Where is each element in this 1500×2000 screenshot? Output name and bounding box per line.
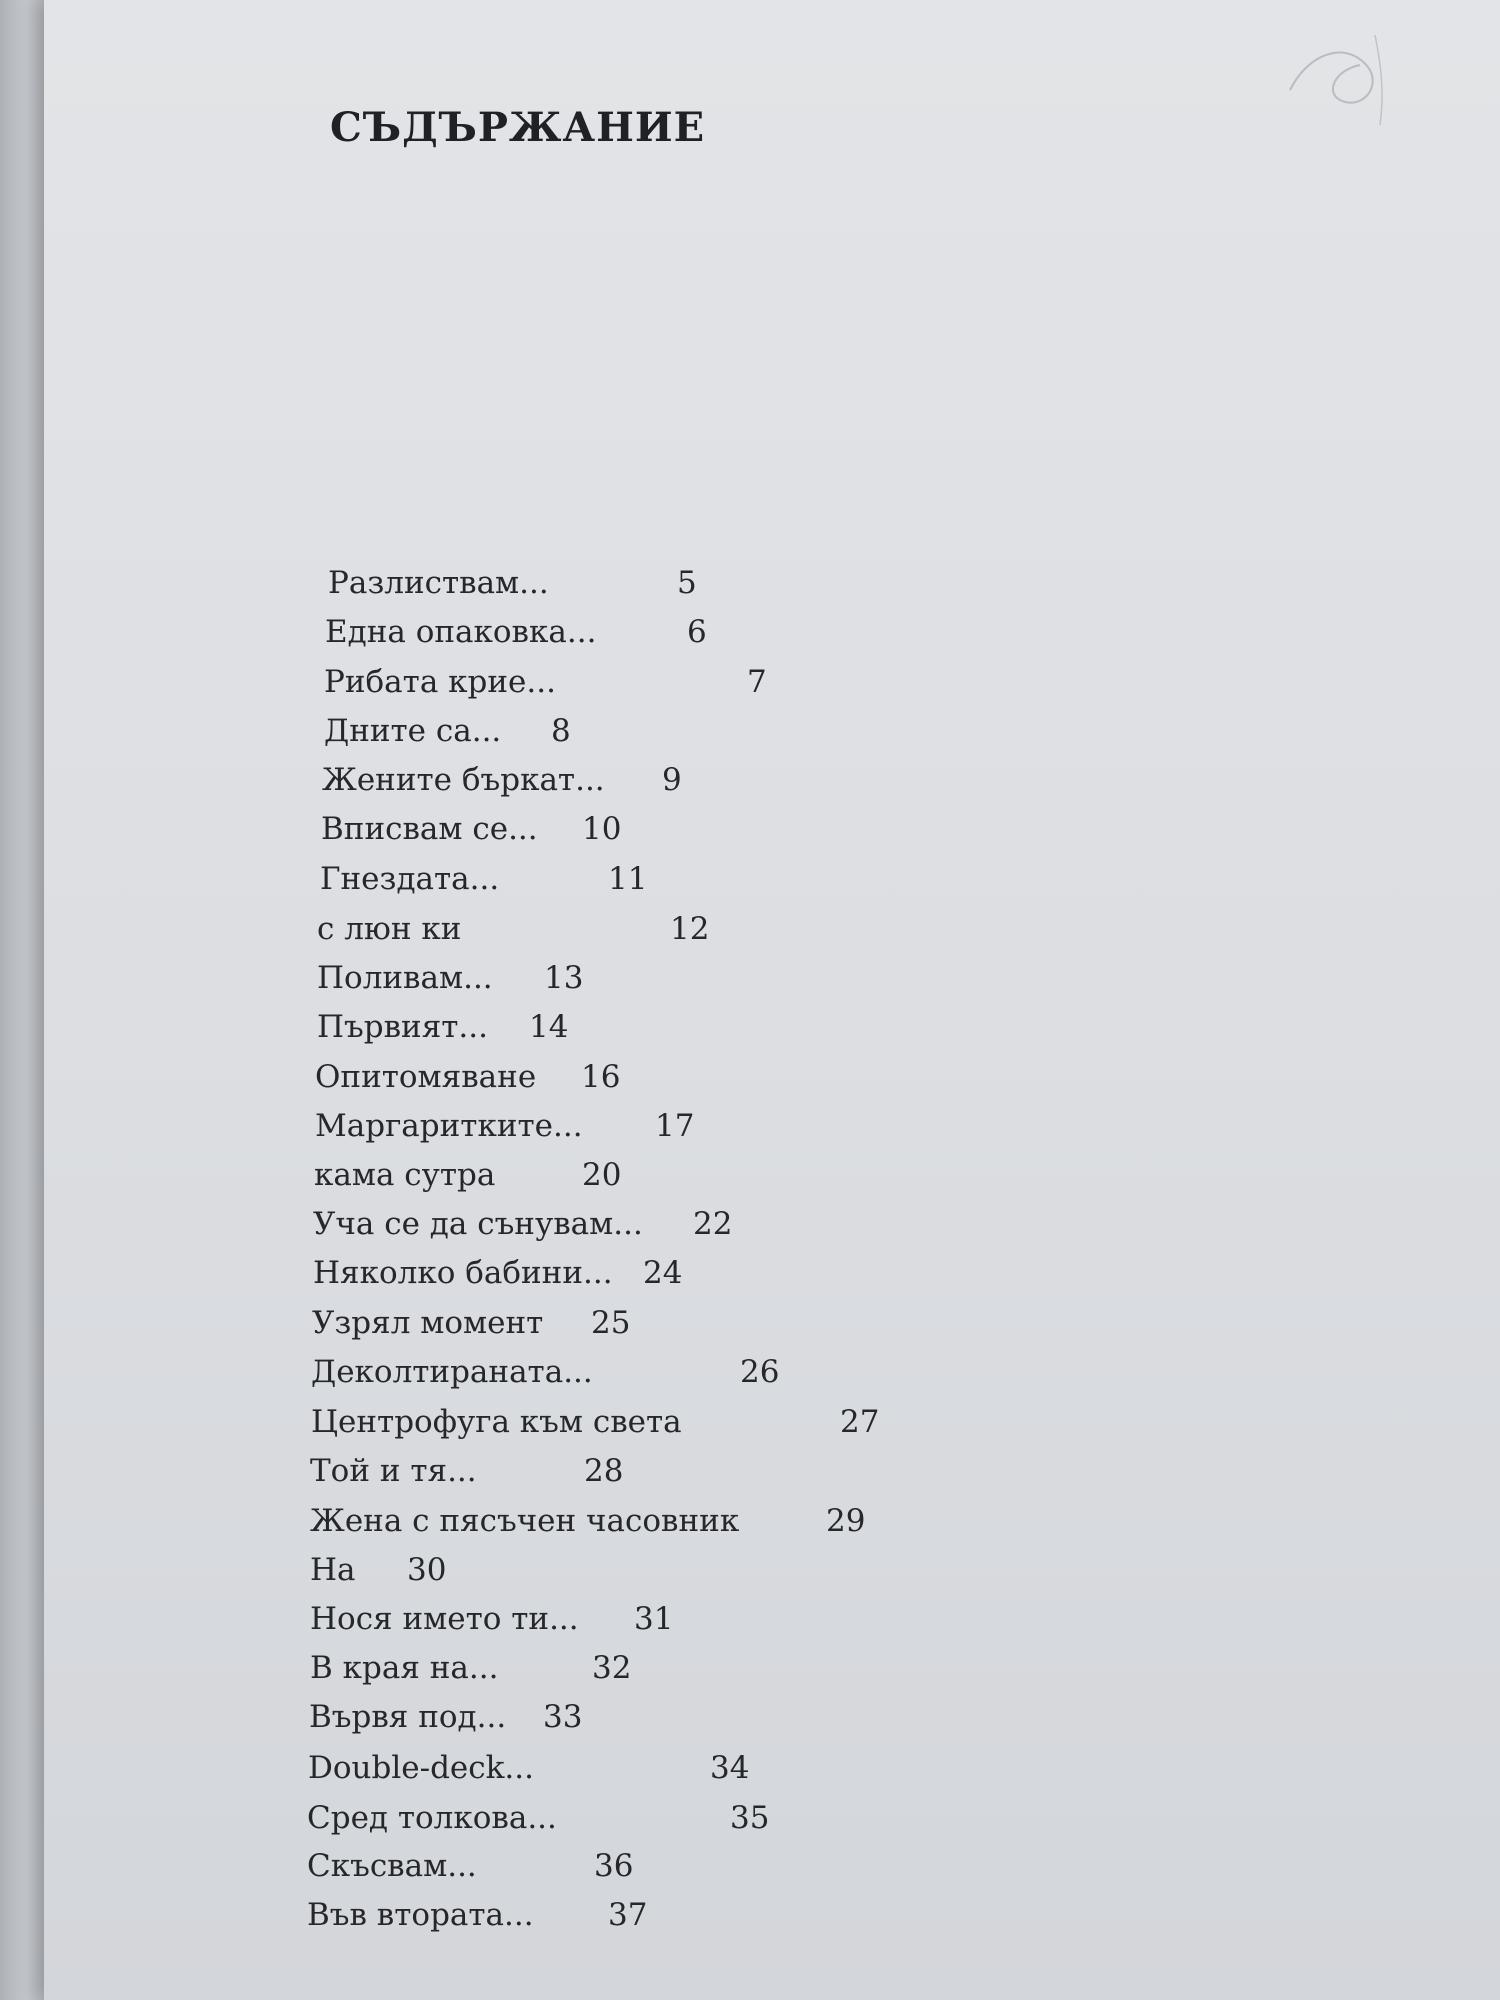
toc-entry [324,664,767,700]
toc-entry-page-number: 24 [643,1255,683,1291]
toc-entry-page-number: 10 [582,811,622,847]
toc-entry [310,1601,674,1637]
toc-entry-title: Сред толкова... [307,1800,557,1836]
toc-entry-page-number: 29 [826,1503,866,1539]
toc-entry [311,1404,880,1440]
toc-entry [309,1699,583,1735]
toc-entry-page-number: 9 [662,762,682,798]
toc-entry-title: Центрофуга към света [311,1404,682,1440]
toc-entry-title: Узрял момент [312,1305,544,1341]
toc-entry-title: Скъсвам... [307,1848,477,1884]
toc-entry [313,1255,683,1291]
toc-entry [328,565,697,601]
toc-entry-title: Разлиствам... [328,565,549,601]
toc-entry-title: Първият... [317,1009,488,1045]
page-title: СЪДЪРЖАНИЕ [330,104,706,151]
toc-entry-title: В края на... [310,1650,499,1686]
toc-entry-title: Поливам... [317,960,493,996]
toc-entry-title: кама сутра [314,1157,496,1193]
toc-entry [317,1009,569,1045]
toc-entry [310,1503,866,1539]
toc-entry-page-number: 12 [670,911,710,947]
toc-entry-page-number: 25 [591,1305,631,1341]
toc-entry-title: Една опаковка... [325,614,597,650]
toc-entry-page-number: 30 [407,1552,447,1588]
toc-entry-page-number: 17 [655,1108,695,1144]
toc-entry-page-number: 7 [747,664,767,700]
toc-entry-page-number: 27 [840,1404,880,1440]
toc-entry-page-number: 16 [581,1059,621,1095]
toc-entry [307,1800,770,1836]
toc-entry [311,1354,780,1390]
toc-entry [314,1157,622,1193]
toc-entry-title: Жените бъркат... [322,762,605,798]
toc-entry [320,861,648,897]
toc-entry [315,1108,695,1144]
toc-entry-title: Той и тя... [310,1453,477,1489]
toc-entry-page-number: 28 [584,1453,624,1489]
toc-entry [322,762,682,798]
toc-entry-title: Маргаритките... [315,1108,583,1144]
toc-entry-title: Нося името ти... [310,1601,579,1637]
toc-entry-page-number: 35 [730,1800,770,1836]
toc-entry [310,1552,447,1588]
toc-entry [307,1848,634,1884]
toc-entry [307,1897,648,1933]
toc-entry [308,1750,750,1786]
toc-entry [315,1059,621,1095]
toc-entry [317,911,710,947]
toc-entry-page-number: 22 [693,1206,733,1242]
toc-entry-title: На [310,1552,356,1588]
toc-entry-page-number: 5 [677,565,697,601]
toc-entry-page-number: 8 [551,713,571,749]
toc-entry-title: Деколтираната... [311,1354,593,1390]
toc-entry-page-number: 31 [634,1601,674,1637]
toc-entry-title: Вървя под... [309,1699,507,1735]
toc-entry-title: с люн ки [317,911,462,947]
toc-entry-page-number: 32 [592,1650,632,1686]
toc-entry-title: Double-deck... [308,1750,534,1786]
toc-entry [321,811,622,847]
toc-entry-page-number: 26 [740,1354,780,1390]
toc-entry-page-number: 37 [608,1897,648,1933]
toc-entry-title: Опитомяване [315,1059,537,1095]
toc-entry-page-number: 6 [687,614,707,650]
toc-entry-title: Няколко бабини... [313,1255,613,1291]
toc-entry-page-number: 14 [529,1009,569,1045]
toc-entry-title: Жена с пясъчен часовник [310,1503,740,1539]
toc-entry-title: Вписвам се... [321,811,538,847]
toc-entry [312,1305,631,1341]
toc-entry-title: Рибата крие... [324,664,556,700]
toc-entry-title: Уча се да сънувам... [313,1206,643,1242]
toc-entry-page-number: 13 [544,960,584,996]
toc-entry-page-number: 11 [608,861,648,897]
toc-entry-page-number: 36 [594,1848,634,1884]
toc-entry [313,1206,733,1242]
toc-entry-page-number: 20 [582,1157,622,1193]
toc-entry-page-number: 34 [710,1750,750,1786]
toc-entry-title: Във втората... [307,1897,534,1933]
toc-entry [310,1453,624,1489]
toc-entry [317,960,584,996]
toc-entry [310,1650,632,1686]
toc-entry-page-number: 33 [543,1699,583,1735]
toc-entry-title: Гнездата... [320,861,500,897]
toc-entry [324,713,571,749]
toc-entry-title: Дните са... [324,713,502,749]
toc-entry [325,614,707,650]
